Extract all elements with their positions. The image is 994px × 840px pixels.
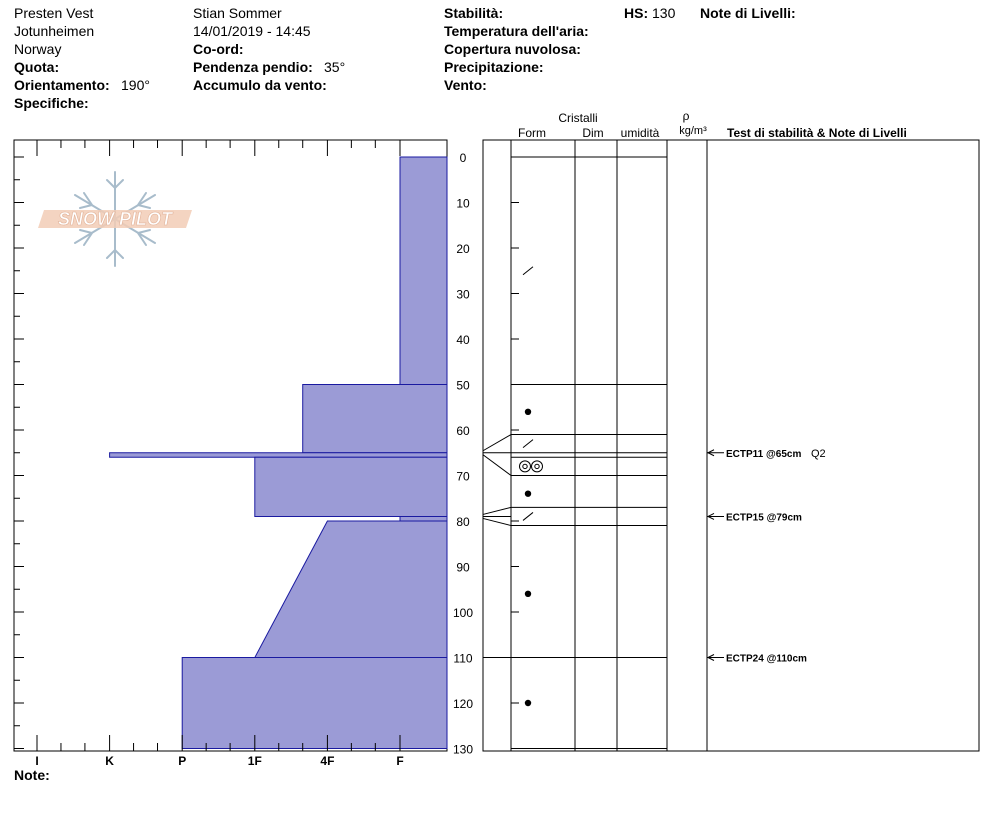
hardness-bar: [255, 521, 447, 658]
layer-connector: [483, 435, 511, 451]
depth-tick-label: 90: [456, 560, 470, 575]
hardness-bar: [400, 516, 447, 521]
orientamento-value: 190°: [121, 77, 150, 93]
dim-header: Dim: [582, 126, 604, 140]
hardness-label: K: [105, 754, 114, 768]
vento-label: Vento:: [444, 77, 487, 93]
hs-label: HS:: [624, 5, 649, 21]
layer-connector: [483, 507, 511, 514]
grain-dot-icon: [525, 591, 531, 597]
accumulo-label: Accumulo da vento:: [193, 77, 327, 93]
depth-tick-label: 130: [452, 742, 474, 757]
site-country: Norway: [14, 41, 62, 57]
hardness-label: I: [35, 754, 39, 768]
depth-tick-label: 30: [456, 287, 470, 302]
observation-datetime: 14/01/2019 - 14:45: [193, 23, 311, 39]
site-region: Jotunheimen: [14, 23, 95, 39]
quota-label: Quota:: [14, 59, 60, 75]
note-livelli-label: Note di Livelli:: [700, 5, 796, 21]
grain-dot-icon: [525, 409, 531, 415]
grain-dot-icon: [525, 700, 531, 706]
hardness-label: 1F: [247, 754, 262, 768]
logo-text: SNOW PILOT: [58, 209, 172, 229]
snowpilot-logo: [38, 172, 192, 266]
hardness-bar: [400, 157, 447, 385]
stability-test: [483, 654, 807, 665]
depth-tick-label: 80: [456, 515, 470, 529]
layer-connector: [483, 518, 511, 525]
density-unit-header: kg/m³: [679, 125, 707, 137]
test-label: ECTP24 @110cm: [726, 653, 807, 665]
depth-tick-label: 40: [456, 333, 470, 347]
grain-dot-icon: [525, 491, 531, 497]
grain-circle-inner: [523, 464, 527, 468]
depth-tick-label: 100: [452, 606, 474, 620]
depth-tick-label: 110: [453, 651, 473, 666]
stability-test: [483, 448, 826, 460]
pendenza-value: 35°: [324, 59, 346, 75]
depth-tick-label: 20: [456, 242, 470, 256]
grain-double-circle-icon: [520, 461, 543, 472]
orientamento-label: Orientamento:: [14, 77, 110, 93]
hardness-axis: [35, 754, 403, 768]
rho-header: ρ: [682, 109, 690, 123]
grain-circle: [520, 461, 531, 472]
depth-tick-label: 10: [456, 196, 470, 211]
hardness-label: 4F: [320, 754, 335, 768]
coord-label: Co-ord:: [193, 41, 244, 57]
stabilita-label: Stabilità:: [444, 5, 504, 21]
hs-value: 130: [652, 5, 676, 21]
test-label: ECTP11 @65cm: [726, 448, 802, 460]
stability-tests: [483, 448, 826, 665]
depth-axis: [453, 151, 473, 757]
hardness-bar: [255, 457, 447, 516]
temperatura-label: Temperatura dell'aria:: [444, 23, 589, 39]
hardness-label: F: [396, 754, 404, 768]
hardness-bar: [182, 658, 447, 749]
cristalli-header: Cristalli: [558, 111, 598, 125]
depth-tick-label: 60: [456, 424, 470, 438]
depth-tick-label: 0: [459, 151, 467, 165]
precipitazione-label: Precipitazione:: [444, 59, 544, 75]
copertura-label: Copertura nuvolosa:: [444, 41, 581, 57]
grain-slash-icon: [523, 512, 533, 520]
test-label: ECTP15 @79cm: [726, 512, 802, 524]
grain-forms: [520, 267, 543, 706]
grain-slash-icon: [523, 267, 533, 275]
hardness-profile: [110, 157, 447, 749]
umidita-header: umidità: [620, 126, 660, 140]
grain-circle-inner: [535, 464, 539, 468]
test-note: Q2: [811, 447, 826, 460]
pendenza-label: Pendenza pendio:: [193, 59, 313, 75]
hardness-bar: [303, 385, 447, 453]
observer-name: Stian Sommer: [193, 5, 282, 21]
specifiche-label: Specifiche:: [14, 95, 89, 111]
note-label: Note:: [14, 767, 50, 783]
test-notes-header: Test di stabilità & Note di Livelli: [727, 126, 907, 140]
layer-connector: [483, 455, 511, 476]
grain-circle: [532, 461, 543, 472]
site-name: Presten Vest: [14, 5, 94, 21]
hardness-label: P: [178, 754, 187, 768]
hardness-bar: [110, 453, 447, 458]
form-header: Form: [518, 126, 546, 140]
depth-tick-label: 120: [452, 697, 474, 711]
depth-tick-label: 70: [456, 469, 470, 484]
grain-slash-icon: [523, 440, 533, 448]
depth-tick-label: 50: [456, 378, 470, 393]
